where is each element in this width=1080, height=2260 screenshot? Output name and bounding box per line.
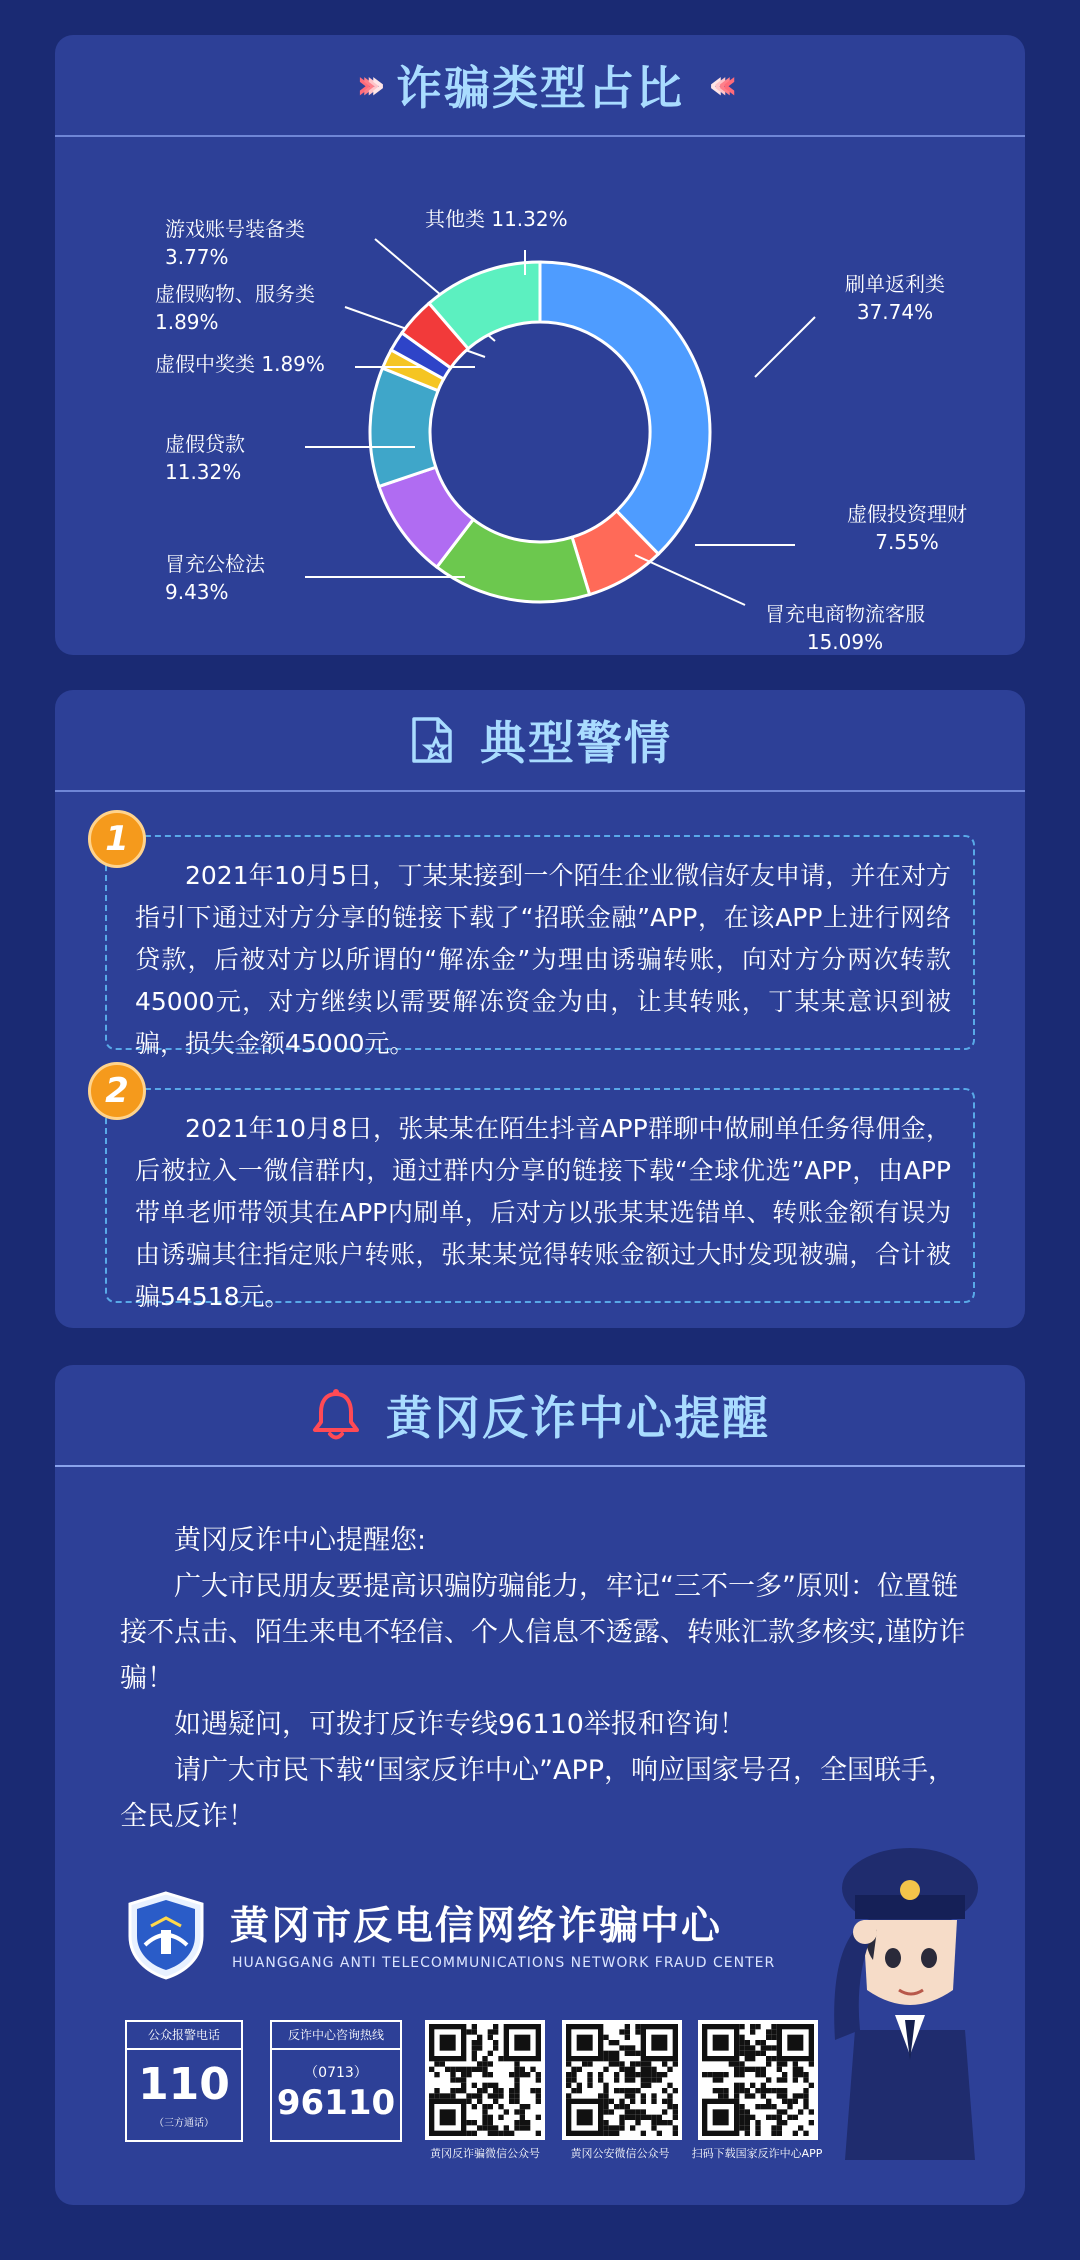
slice-value: 3.77%: [165, 245, 229, 269]
case-item: [105, 835, 975, 1058]
reminder-paragraph: 请广大市民下载“国家反诈中心”APP，响应国家号召，全国联手，全民反诈！: [120, 1755, 956, 1832]
slice-value: 11.32%: [165, 460, 242, 484]
qr-caption: 黄冈反诈骗微信公众号: [430, 2147, 540, 2160]
document-star-icon: [408, 715, 456, 765]
police-shield-emblem: [125, 1890, 207, 1980]
reminder-paragraph: 如遇疑问，可拨打反诈专线96110举报和咨询！: [174, 1709, 746, 1740]
emergency-number: 110: [138, 2059, 230, 2110]
slice-name: 刷单返利类: [845, 272, 945, 296]
case-number-badge: 2: [88, 1062, 146, 1120]
slice-name: 虚假中奖类: [155, 352, 262, 376]
section-title: 诈骗类型占比: [396, 61, 684, 115]
slice-name: 游戏账号装备类: [165, 217, 305, 241]
qr-code[interactable]: [425, 2020, 545, 2140]
section-header: [55, 35, 1025, 137]
slice-name: 冒充电商物流客服: [765, 602, 925, 626]
reminder-card: [55, 1365, 1025, 2205]
slice-name: 其他类: [425, 207, 492, 231]
donut-slice: [540, 262, 710, 554]
typical-cases-card: [55, 690, 1025, 1328]
qr-caption: 黄冈公安微信公众号: [570, 2147, 670, 2160]
section-header: [55, 690, 1025, 792]
case-text: 2021年10月8日，张某某在陌生抖音APP群聊中做刷单任务得佣金，后被拉入一微信群内，通过群内分享的链接下载“全球优选”APP，由APP带单老师带领其在APP内刷单，后对方以张某某选错单、转账金额有误为由诱骗其往指定账户转账，张某某觉得转账金额过大时发现被骗，合计被骗54518元。: [135, 1114, 951, 1311]
hotline-box-title: 反诈中心咨询热线: [272, 2022, 400, 2050]
case-number-badge: 1: [88, 810, 146, 868]
slice-label: [425, 205, 625, 233]
hotline-number: 96110: [276, 2083, 396, 2123]
slice-label: [715, 600, 975, 656]
reminder-paragraph: 广大市民朋友要提高识骗防骗能力，牢记“三不一多”原则：位置链接不点击、陌生来电不轻信、个人信息不透露、转账汇款多核实,谨防诈骗！: [120, 1571, 966, 1694]
section-title: 典型警情: [480, 716, 672, 770]
slice-label: [165, 430, 325, 486]
slice-label: [155, 350, 395, 378]
slice-value: 37.74%: [856, 300, 934, 324]
qr-code-icon: [702, 2024, 814, 2136]
hotline-area-code: （0713）: [304, 2065, 368, 2081]
qr-code[interactable]: [698, 2020, 818, 2140]
section-header: [55, 1365, 1025, 1467]
fraud-type-card: [55, 35, 1025, 655]
slice-value: 7.55%: [875, 530, 939, 554]
slice-name: 冒充公检法: [165, 552, 265, 576]
qr-caption: 扫码下载国家反诈中心APP: [691, 2147, 823, 2160]
slice-label: [805, 270, 985, 326]
slice-value: 1.89%: [155, 310, 219, 334]
emergency-call-box: [125, 2020, 243, 2142]
qr-code[interactable]: [562, 2020, 682, 2140]
case-text: 2021年10月5日，丁某某接到一个陌生企业微信好友申请，并在对方指引下通过对方分享的链接下载了“招联金融”APP，在该APP上进行网络贷款，后被对方以所谓的“解冻金”为理由诱骗转账，向对方分两次转款45000元，对方继续以需要解冻资金为由，让其转账，丁某某意识到被骗，损失金额45000元。: [135, 861, 951, 1058]
org-name-cn: 黄冈市反电信网络诈骗中心: [230, 1904, 723, 1949]
qr-code-icon: [429, 2024, 541, 2136]
chevron-right-icon: › › › ›: [356, 62, 372, 108]
reminder-text: [120, 1518, 970, 1840]
slice-value: 11.32%: [491, 207, 568, 231]
hotline-box: [270, 2020, 402, 2142]
donut-chart: [55, 135, 1025, 655]
slice-value: 9.43%: [165, 580, 229, 604]
reminder-paragraph: 黄冈反诈中心提醒您:: [174, 1525, 427, 1556]
leader-line: [755, 317, 815, 377]
slice-label: [155, 280, 415, 336]
slice-value: 1.89%: [261, 352, 325, 376]
slice-name: 虚假投资理财: [847, 502, 967, 526]
slice-label: [807, 500, 1007, 556]
org-name-en: HUANGGANG ANTI TELECOMMUNICATIONS NETWORK FRAUD CENTER: [232, 1955, 776, 1971]
slice-name: 虚假购物、服务类: [155, 282, 315, 306]
police-officer-mascot: [825, 1840, 995, 2170]
case-item: [105, 1088, 975, 1311]
slice-label: [165, 550, 365, 606]
bell-icon: [310, 1388, 362, 1442]
qr-code-icon: [566, 2024, 678, 2136]
leader-line: [635, 555, 745, 605]
slice-label: [165, 215, 405, 271]
chevron-left-icon: ‹ ‹ ‹ ‹: [708, 62, 724, 108]
emergency-box-title: 公众报警电话: [127, 2022, 241, 2050]
slice-name: 虚假贷款: [165, 432, 245, 456]
section-title: 黄冈反诈中心提醒: [386, 1391, 770, 1445]
emergency-note: （三方通话）: [154, 2118, 214, 2129]
slice-value: 15.09%: [806, 630, 884, 654]
